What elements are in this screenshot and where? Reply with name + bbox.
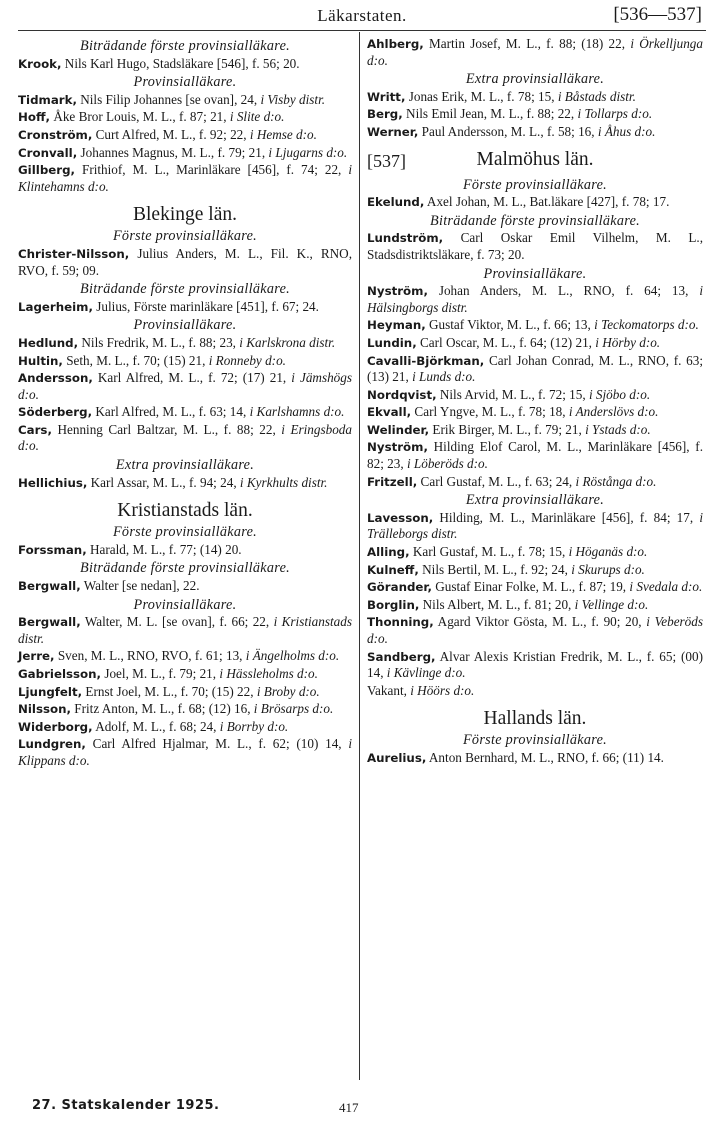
entry-district: i Borrby d:o.	[219, 718, 289, 734]
entry-district: i Karlskrona distr.	[239, 334, 336, 350]
list-item	[18, 353, 352, 370]
entry-name: Gillberg,	[18, 163, 76, 178]
entry-district: i Anderslövs d:o.	[568, 404, 659, 420]
entry-name: Andersson,	[18, 371, 93, 386]
list-item	[18, 162, 352, 195]
entry-district: i Ronneby d:o.	[208, 352, 286, 368]
list-item	[367, 422, 703, 439]
section-number: [537]	[367, 150, 406, 171]
list-item	[367, 194, 703, 211]
list-item	[367, 283, 703, 316]
entry-district: i Teckomatorps d:o.	[594, 317, 699, 333]
entry-details: Karl Assar, M. L., f. 94; 24,	[87, 474, 240, 490]
entry-district: i Löberöds d:o.	[406, 456, 488, 472]
entry-name: Sandberg,	[367, 649, 436, 664]
entry-name: Widerborg,	[18, 719, 93, 734]
entry-details: Jonas Erik, M. L., f. 78; 15,	[405, 88, 558, 104]
entry-details: Henning Carl Baltzar, M. L., f. 88; 22,	[51, 421, 282, 437]
entry-name: Nyström,	[367, 284, 428, 299]
entry-details: Carl Gustaf, M. L., f. 63; 24,	[417, 473, 576, 489]
column-divider	[359, 32, 360, 1080]
entry-name: Thonning,	[367, 615, 434, 630]
entry-district: i Sjöbo d:o.	[588, 386, 651, 402]
list-item	[367, 683, 703, 700]
entry-district: i Hälsingborgs distr.	[367, 283, 703, 315]
entry-district: i Båstads distr.	[557, 88, 636, 104]
list-item	[367, 614, 703, 647]
entry-district: i Klintehamns d:o.	[18, 162, 352, 194]
entry-details: Julius Anders, M. L., Fil. K., RNO, RVO, f. 59; 09.	[18, 245, 352, 278]
list-item	[18, 92, 352, 109]
page-range: [536—537]	[613, 4, 702, 25]
list-item	[367, 544, 703, 561]
entry-district: i Slite d:o.	[229, 109, 285, 125]
left-column	[18, 36, 352, 771]
entry-name: Tidmark,	[18, 92, 77, 107]
entry-district: i Örkelljunga d:o.	[367, 36, 703, 68]
list-item	[367, 106, 703, 123]
county-heading-row	[367, 148, 703, 175]
list-item	[18, 404, 352, 421]
entry-name: Bergwall,	[18, 579, 81, 594]
entry-details: Walter [se nedan], 22.	[80, 578, 200, 594]
entry-district: i Karlshamns d:o.	[249, 404, 345, 420]
header-rule	[18, 30, 706, 31]
list-item	[367, 230, 703, 263]
entry-name: Lundström,	[367, 231, 444, 246]
list-item	[18, 719, 352, 736]
footer-publication: 27. Statskalender 1925.	[32, 1098, 220, 1113]
entry-name: Cronvall,	[18, 145, 78, 160]
list-item	[367, 89, 703, 106]
list-item	[18, 701, 352, 718]
entry-details: Gustaf Einar Folke, M. L., f. 87; 19,	[431, 579, 630, 595]
list-item	[18, 648, 352, 665]
entry-district: i Hemse d:o.	[249, 126, 317, 142]
entry-district: i Röstånga d:o.	[575, 473, 657, 489]
list-item	[18, 127, 352, 144]
entry-name: Hoff,	[18, 110, 51, 125]
section-heading: Provinsialläkare.	[483, 265, 587, 282]
list-item	[367, 387, 703, 404]
section-heading: Extra provinsialläkare.	[465, 71, 605, 88]
section-heading: Provinsialläkare.	[133, 596, 237, 613]
county-heading: Blekinge län.	[133, 204, 237, 226]
entry-details: Walter, M. L. [se ovan], f. 66; 22,	[80, 614, 274, 630]
list-item	[367, 353, 703, 386]
section-heading: Förste provinsialläkare.	[112, 228, 258, 245]
entry-name: Lundgren,	[18, 737, 86, 752]
list-item	[367, 36, 703, 69]
entry-district: i Jämshögs d:o.	[18, 370, 352, 402]
running-header	[18, 4, 706, 30]
list-item	[367, 579, 703, 596]
entry-district: i Lunds d:o.	[412, 369, 476, 385]
entry-name: Hedlund,	[18, 335, 79, 350]
entry-name: Görander,	[367, 580, 432, 595]
county-heading: Kristianstads län.	[117, 500, 253, 522]
entry-district: i Broby d:o.	[256, 683, 320, 699]
entry-name: Ekelund,	[367, 195, 425, 210]
entry-name: Ahlberg,	[367, 37, 424, 51]
entry-details: Ernst Joel, M. L., f. 70; (15) 22,	[82, 683, 257, 699]
list-item	[18, 246, 352, 279]
entry-details: Nils Bertil, M. L., f. 92; 24,	[418, 561, 572, 577]
section-heading: Provinsialläkare.	[133, 317, 237, 334]
list-item	[367, 510, 703, 543]
entry-name: Gabrielsson,	[18, 667, 102, 681]
list-item	[18, 422, 352, 455]
section-heading: Provinsialläkare.	[133, 74, 237, 91]
entry-details: Åke Bror Louis, M. L., f. 87; 21,	[50, 109, 230, 125]
list-item	[18, 578, 352, 595]
entry-details: Axel Johan, M. L., Bat.läkare [427], f. 78; 17.	[424, 194, 670, 210]
entry-district: i Höörs d:o.	[410, 682, 475, 698]
entry-name: Fritzell,	[367, 474, 418, 489]
list-item	[367, 439, 703, 472]
section-heading: Förste provinsialläkare.	[112, 524, 258, 541]
entry-name: Ljungfelt,	[18, 684, 83, 699]
entry-details: Harald, M. L., f. 77; (14) 20.	[86, 541, 242, 557]
entry-district: i Eringsboda d:o.	[18, 421, 352, 454]
section-heading: Förste provinsialläkare.	[462, 732, 608, 749]
entry-name: Kulneff,	[367, 562, 419, 577]
entry-name: Forssman,	[18, 542, 87, 557]
list-item	[18, 109, 352, 126]
entry-district: i Vellinge d:o.	[574, 596, 649, 612]
entry-district: i Brösarps d:o.	[253, 701, 334, 717]
entry-name: Söderberg,	[18, 405, 93, 420]
entry-name: Cavalli-Björkman,	[367, 353, 485, 368]
entry-district: i Ystads d:o.	[585, 421, 651, 437]
list-item	[367, 750, 703, 767]
entry-details: Frithiof, M. L., Marinläkare [456], f. 74; 22,	[75, 162, 349, 178]
list-item	[18, 475, 352, 492]
entry-district: i Trälleborgs distr.	[367, 509, 703, 542]
entry-name: Heyman,	[367, 318, 426, 333]
list-item	[18, 56, 352, 73]
entry-name: Bergwall,	[18, 615, 81, 630]
entry-details: Carl Yngve, M. L., f. 78; 18,	[411, 404, 569, 420]
entry-name: Borglin,	[367, 597, 420, 612]
entry-details: Anton Bernhard, M. L., RNO, f. 66; (11) 14.	[426, 749, 664, 765]
entry-details: Nils Emil Jean, M. L., f. 88; 22,	[402, 106, 578, 122]
county-heading: Malmöhus län.	[476, 148, 594, 170]
entry-name: Berg,	[367, 107, 403, 122]
entry-district: i Höganäs d:o.	[568, 544, 648, 560]
entry-name: Ekvall,	[367, 405, 412, 420]
entry-district: i Visby distr.	[260, 91, 326, 107]
list-item	[367, 404, 703, 421]
entry-name: Alling,	[367, 545, 410, 560]
list-item	[18, 370, 352, 403]
entry-details: Julius, Förste marinläkare [451], f. 67; 24.	[92, 298, 319, 314]
entry-details: Seth, M. L., f. 70; (15) 21,	[62, 352, 209, 368]
list-item	[367, 597, 703, 614]
entry-details: Curt Alfred, M. L., f. 92; 22,	[92, 126, 250, 142]
entry-details: Karl Alfred, M. L., f. 63; 14,	[92, 404, 250, 420]
entry-details: Carl Johan Conrad, M. L., RNO, f. 63; (13) 21,	[367, 352, 703, 385]
list-item	[18, 299, 352, 316]
entry-details: Karl Gustaf, M. L., f. 78; 15,	[409, 544, 569, 560]
list-item	[367, 124, 703, 141]
entry-details: Carl Alfred Hjalmar, M. L., f. 62; (10) 14,	[85, 736, 349, 752]
entry-district: i Veberöds d:o.	[367, 614, 703, 646]
entry-details: Gustaf Viktor, M. L., f. 66; 13,	[425, 317, 595, 333]
section-heading: Extra provinsialläkare.	[465, 492, 605, 509]
list-item	[18, 736, 352, 769]
entry-name: Lavesson,	[367, 510, 434, 525]
entry-name: Nilsson,	[18, 702, 71, 717]
entry-details: Johannes Magnus, M. L., f. 79; 21,	[77, 144, 269, 160]
entry-details: Hilding, M. L., Marinläkare [456], f. 84; 17,	[433, 509, 700, 525]
entry-details: Martin Josef, M. L., f. 88; (18) 22,	[423, 36, 631, 51]
list-item	[18, 666, 352, 683]
list-item	[18, 684, 352, 701]
entry-name: Cars,	[18, 422, 52, 437]
list-item	[18, 614, 352, 647]
entry-district: i Kristianstads distr.	[18, 614, 352, 646]
entry-name: Christer-Nilsson,	[18, 246, 130, 261]
entry-name: Werner,	[367, 124, 419, 139]
entry-district: i Hörby d:o.	[595, 334, 661, 350]
list-item	[367, 474, 703, 491]
section-heading: Förste provinsialläkare.	[462, 176, 608, 193]
entry-name: Krook,	[18, 56, 62, 71]
entry-name: Welinder,	[367, 422, 430, 437]
entry-name: Jerre,	[18, 649, 55, 664]
entry-name: Aurelius,	[367, 750, 427, 765]
entry-details: Vakant,	[367, 682, 411, 698]
entry-district: i Kävlinge d:o.	[386, 665, 466, 681]
entry-district: i Ängelholms d:o.	[245, 648, 340, 664]
entry-district: i Hässleholms d:o.	[219, 666, 318, 681]
list-item	[367, 649, 703, 682]
entry-details: Nils Albert, M. L., f. 81; 20,	[419, 596, 575, 612]
list-item	[367, 335, 703, 352]
entry-details: Carl Oscar, M. L., f. 64; (12) 21,	[416, 334, 596, 350]
entry-name: Writt,	[367, 89, 406, 104]
entry-details: Paul Andersson, M. L., f. 58; 16,	[418, 123, 598, 139]
entry-details: Nils Arvid, M. L., f. 72; 15,	[436, 386, 589, 402]
list-item	[367, 317, 703, 334]
right-column	[367, 36, 703, 768]
section-heading: Biträdande förste provinsialläkare.	[79, 281, 291, 298]
entry-name: Nordqvist,	[367, 387, 437, 402]
entry-details: Johan Anders, M. L., RNO, f. 64; 13,	[427, 283, 700, 299]
entry-details: Nils Filip Johannes [se ovan], 24,	[76, 91, 261, 107]
section-heading: Biträdande förste provinsialläkare.	[79, 560, 291, 577]
entry-details: Erik Birger, M. L., f. 79; 21,	[429, 421, 586, 437]
entry-district: i Skurups d:o.	[571, 561, 645, 577]
list-item	[367, 562, 703, 579]
list-item	[18, 145, 352, 162]
entry-name: Cronström,	[18, 127, 93, 142]
list-item	[18, 335, 352, 352]
entry-district: i Svedala d:o.	[629, 579, 703, 595]
page-footer	[18, 1098, 706, 1120]
entry-details: Carl Oskar Emil Vilhelm, M. L., Stadsdistriktsläkare, f. 73; 20.	[367, 230, 703, 262]
header-title: Läkarstaten.	[317, 6, 407, 25]
entry-details: Sven, M. L., RNO, RVO, f. 61; 13,	[54, 648, 246, 664]
county-heading: Hallands län.	[483, 708, 587, 730]
entry-name: Hultin,	[18, 353, 63, 368]
entry-details: Alvar Alexis Kristian Fredrik, M. L., f. 65; (00) 14,	[367, 648, 703, 681]
entry-details: Adolf, M. L., f. 68; 24,	[92, 718, 220, 734]
entry-details: Joel, M. L., f. 79; 21,	[101, 666, 220, 681]
entry-district: i Tollarps d:o.	[577, 106, 653, 122]
entry-details: Hilding Elof Carol, M. L., Marinläkare [456], f. 82; 23,	[367, 439, 703, 472]
entry-district: i Klippans d:o.	[18, 736, 352, 768]
entry-details: Nils Fredrik, M. L., f. 88; 23,	[78, 334, 240, 350]
section-heading: Biträdande förste provinsialläkare.	[79, 38, 291, 54]
entry-name: Nyström,	[367, 440, 428, 455]
entry-details: Karl Alfred, M. L., f. 72; (17) 21,	[92, 370, 292, 386]
entry-district: i Åhus d:o.	[597, 123, 656, 139]
entry-details: Fritz Anton, M. L., f. 68; (12) 16,	[71, 701, 254, 717]
entry-district: i Ljugarns d:o.	[268, 144, 348, 160]
list-item	[18, 542, 352, 559]
entry-name: Hellichius,	[18, 475, 88, 490]
entry-name: Lundin,	[367, 335, 417, 350]
entry-details: Nils Karl Hugo, Stadsläkare [546], f. 56; 20.	[61, 55, 300, 71]
entry-name: Lagerheim,	[18, 299, 93, 314]
section-heading: Biträdande förste provinsialläkare.	[429, 212, 641, 229]
section-heading: Extra provinsialläkare.	[115, 457, 255, 474]
footer-page-number: 417	[339, 1100, 359, 1115]
entry-district: i Kyrkhults distr.	[239, 474, 328, 490]
entry-details: Agard Viktor Gösta, M. L., f. 90; 20,	[433, 614, 647, 630]
